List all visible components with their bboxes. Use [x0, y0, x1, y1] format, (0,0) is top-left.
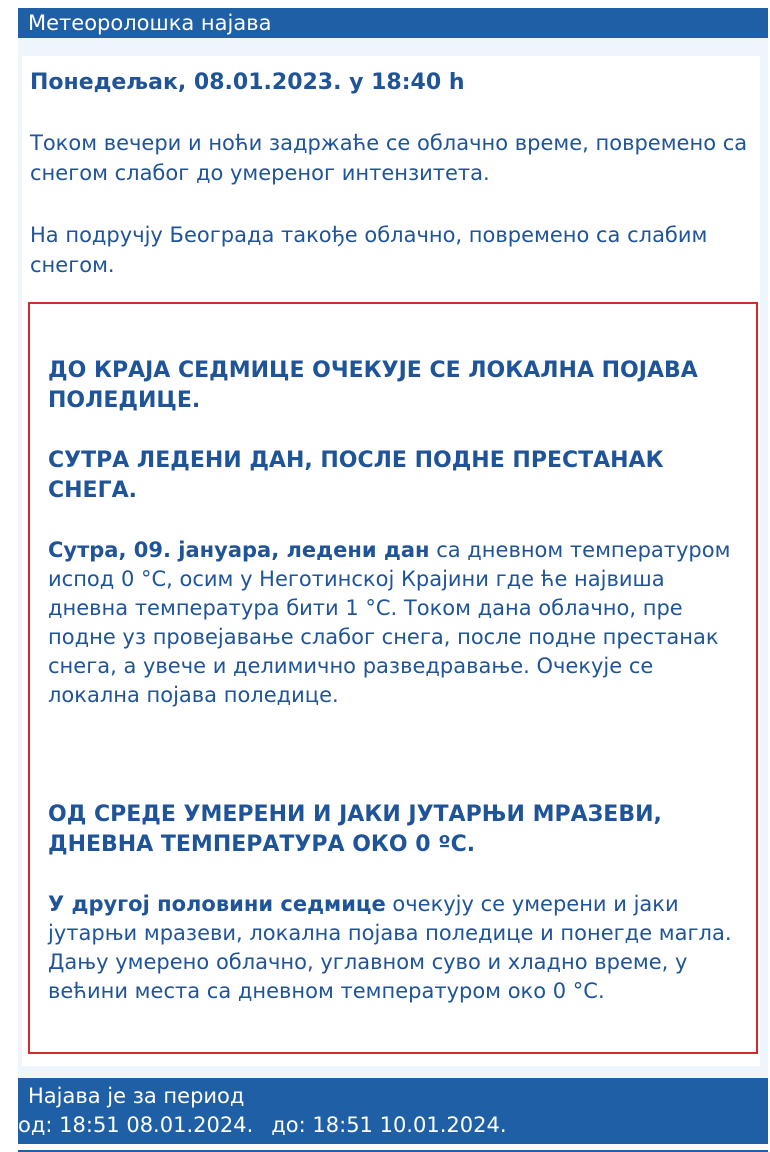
validity-footer: [18, 1078, 768, 1144]
forecast-paragraph-1: Током вечери и ноћи задржаће се облачно време, повремено са снегом слабог до умереног интензитета.: [30, 131, 748, 185]
header-divider: [18, 38, 768, 56]
from-value: 18:51 08.01.2024.: [59, 1113, 254, 1137]
from-label: од:: [18, 1113, 53, 1137]
panel-title: Метеоролошка најава: [18, 8, 768, 38]
forecast-panel: [18, 8, 768, 1152]
warning-heading-ice: ДО КРАЈА СЕДМИЦЕ ОЧЕКУЈЕ СЕ ЛОКАЛНА ПОЈАВА ПОЛЕДИЦЕ.: [48, 358, 698, 413]
to-label: до:: [271, 1113, 306, 1137]
footer-divider: [18, 1066, 768, 1078]
left-border-strip: [18, 56, 22, 1066]
warning-paragraph-week: [48, 890, 748, 1006]
period-label: Најава је за период: [28, 1084, 245, 1108]
warning-paragraph-tomorrow-body: са дневном температуром испод 0 °C, осим у Неготинској Крајини где ће највиша дневна температура бити 1 °C. Током дана облачно, пре подне уз провејавање слабог снега, после подне престанак снега, а увече и делимично разведравање. Очекује се локална појава поледице.: [48, 538, 731, 707]
warning-heading-tomorrow: СУТРА ЛЕДЕНИ ДАН, ПОСЛЕ ПОДНЕ ПРЕСТАНАК СНЕГА.: [48, 448, 664, 503]
warning-paragraph-tomorrow: [48, 536, 748, 710]
right-border-strip: [760, 56, 768, 1066]
warning-paragraph-week-lead: У другој половини седмице: [48, 892, 386, 916]
warning-box: [28, 302, 758, 1054]
warning-heading-frost: ОД СРЕДЕ УМЕРЕНИ И ЈАКИ ЈУТАРЊИ МРАЗЕВИ, ДНЕВНА ТЕМПЕРАТУРА ОКО 0 ºC.: [48, 802, 662, 857]
to-value: 18:51 10.01.2024.: [312, 1113, 507, 1137]
forecast-date: Понедељак, 08.01.2023. у 18:40 h: [30, 70, 465, 95]
warning-paragraph-week-body: очекују се умерени и јаки јутарњи мразеви, локална појава поледице и понегде магла. Дању умерено облачно, углавном суво и хладно време, у већини места са дневном температуром око 0 °C.: [48, 892, 732, 1003]
period-range: [18, 1111, 507, 1140]
forecast-paragraph-belgrade: На подручју Београда такође облачно, повремено са слабим снегом.: [30, 223, 708, 277]
warning-paragraph-tomorrow-lead: Сутра, 09. јануара, ледени дан: [48, 538, 430, 562]
